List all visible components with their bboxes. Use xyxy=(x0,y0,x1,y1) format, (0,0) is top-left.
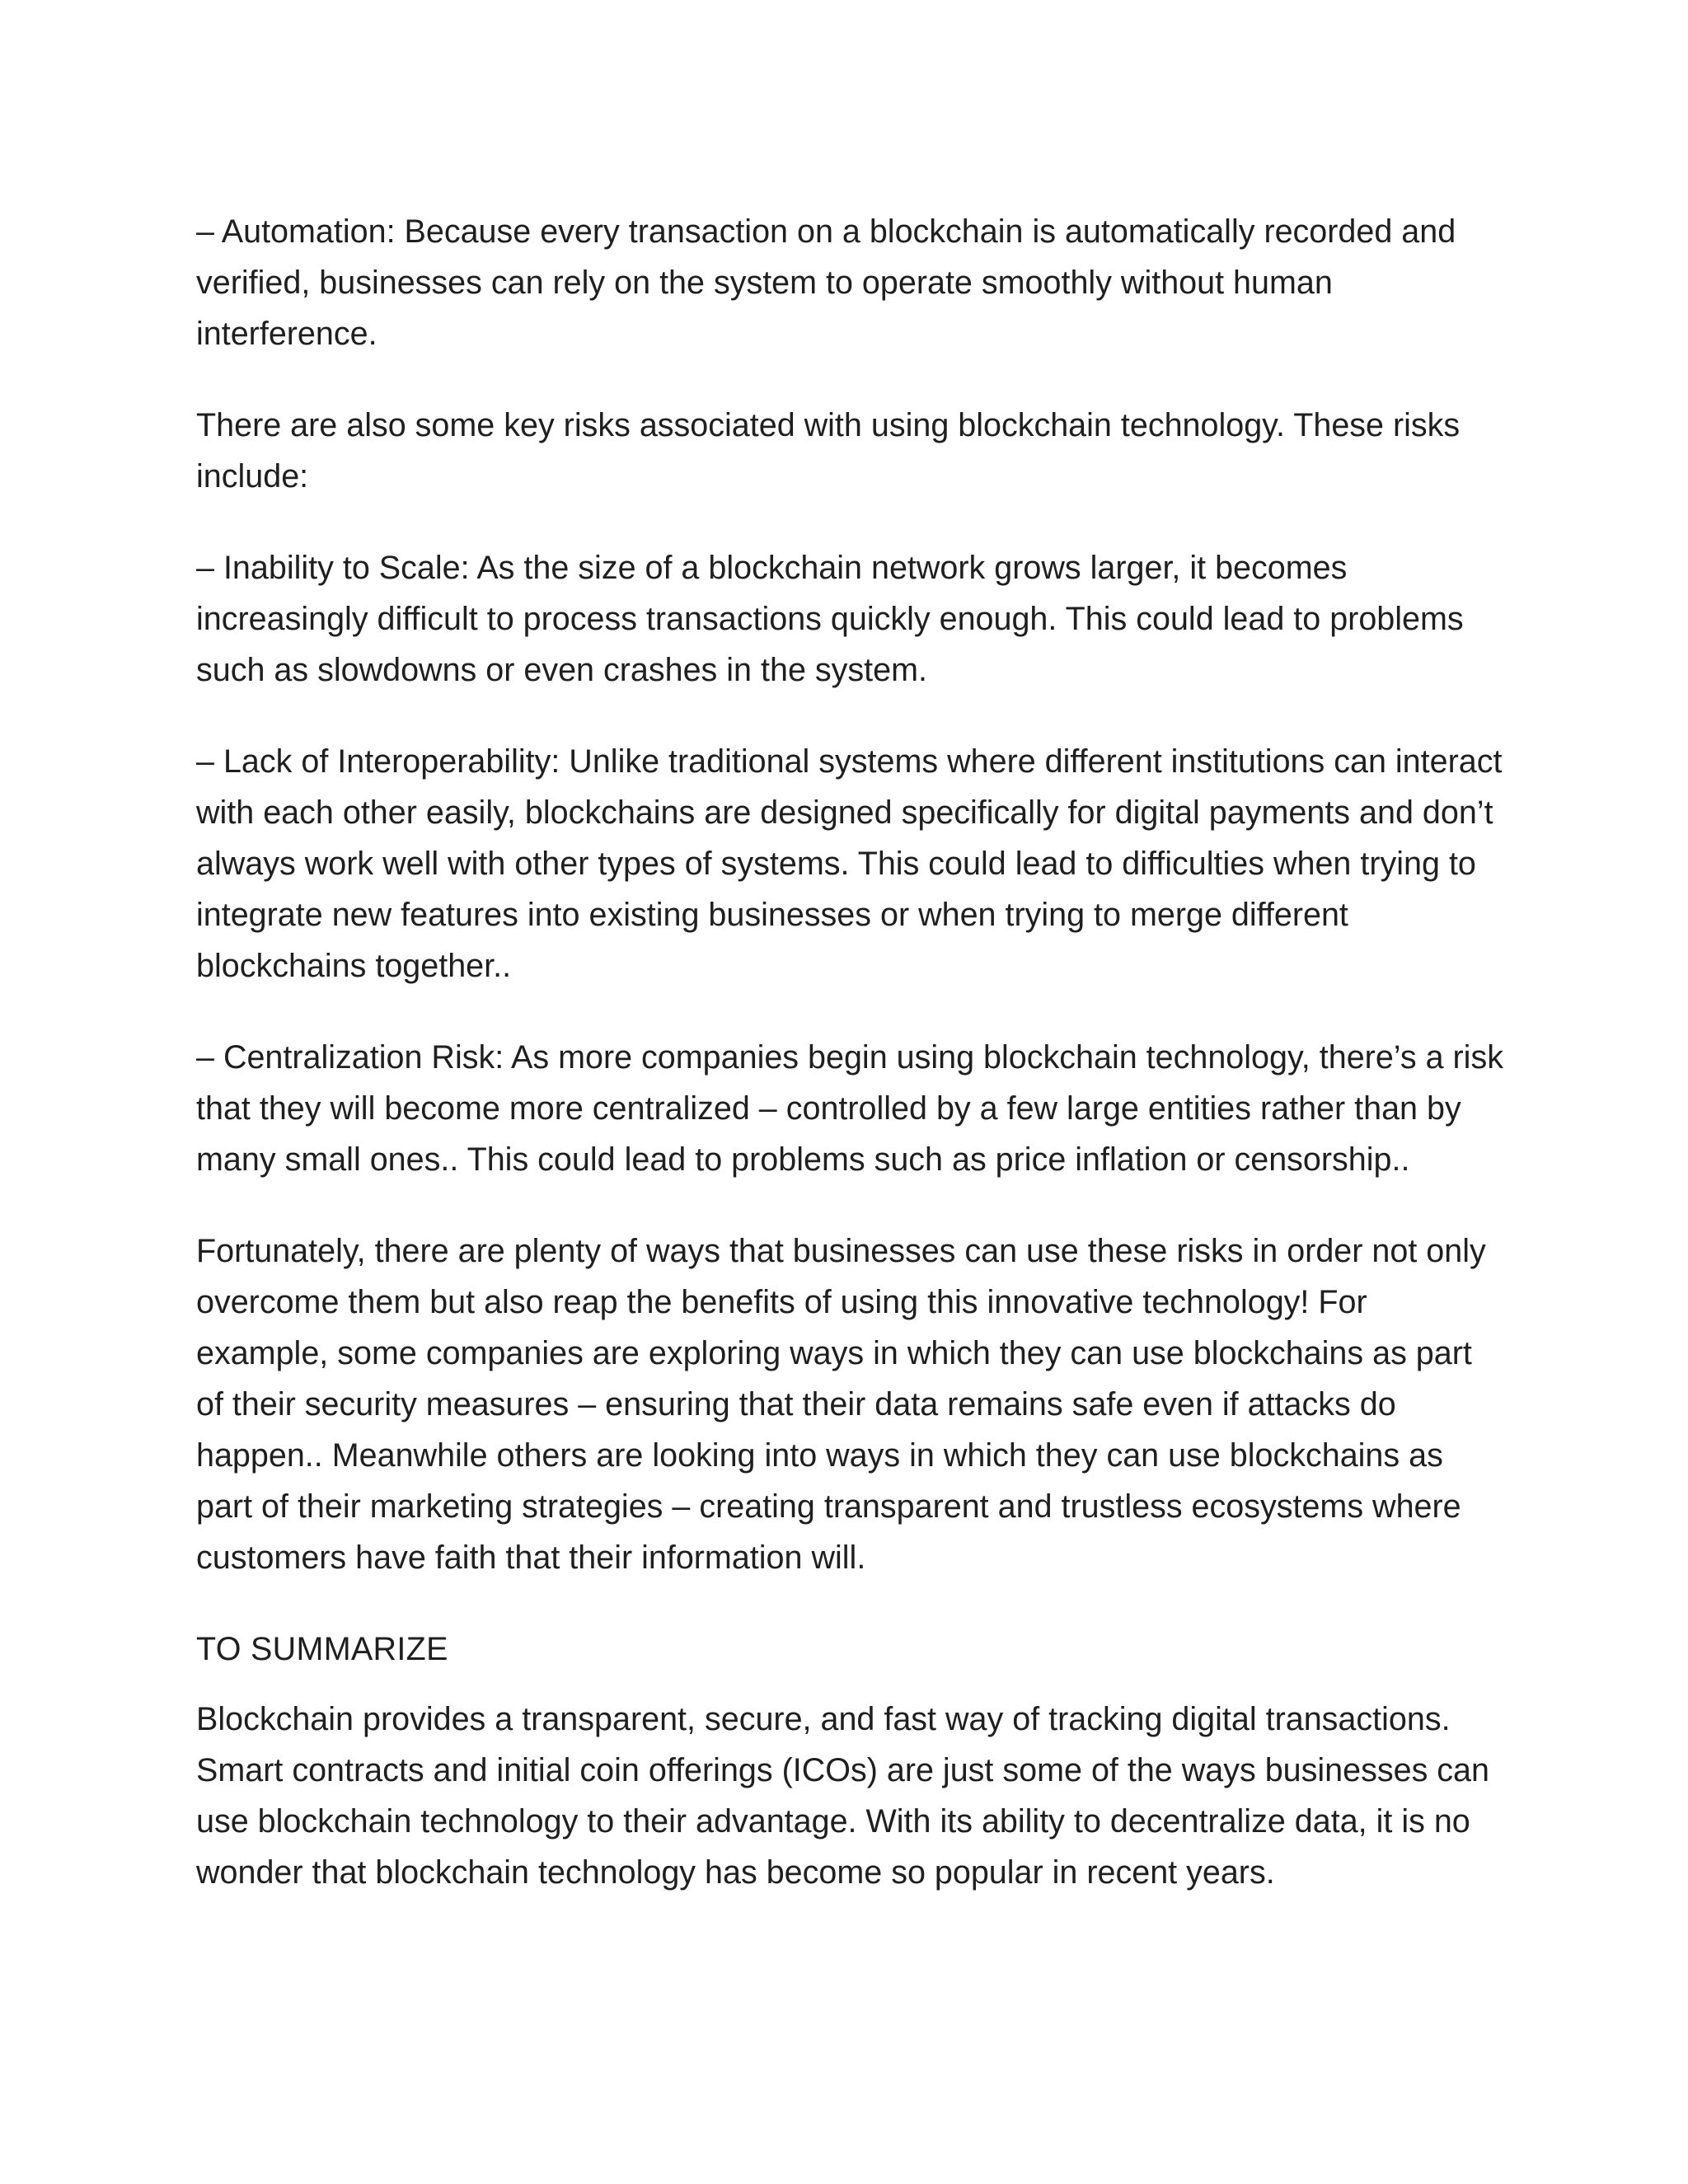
paragraph-risks-intro: There are also some key risks associated with using blockchain technology. These risks include: xyxy=(196,407,1461,494)
summary-heading: TO SUMMARIZE xyxy=(196,1631,448,1667)
document-body xyxy=(196,206,1507,1898)
paragraph-fortunately: Fortunately, there are plenty of ways that businesses can use these risks in order not only overcome them but also reap the benefits of using this innovative technology! For example, some companies are exploring ways in which they can use blockchains as part of their security measures – ensuring that their data remains safe even if attacks do happen.. Meanwhile others are looking into ways in which they can use blockchains as part of their marketing strategies – creating transparent and trustless ecosystems where customers have faith that their information will. xyxy=(196,1233,1486,1576)
paragraph-centralization-risk: – Centralization Risk: As more companies begin using blockchain technology, there’s a risk that they will become more centralized – controlled by a few large entities rather than by many small ones.. This could lead to problems such as price inflation or censorship.. xyxy=(196,1039,1503,1178)
paragraph-automation: – Automation: Because every transaction on a blockchain is automatically recorded and verified, businesses can rely on the system to operate smoothly without human interference. xyxy=(196,213,1456,352)
paragraph-inability-to-scale: – Inability to Scale: As the size of a blockchain network grows larger, it becomes increasingly difficult to process transactions quickly enough. This could lead to problems such as slowdowns or even crashes in the system. xyxy=(196,550,1464,688)
summary-paragraph: Blockchain provides a transparent, secure, and fast way of tracking digital transactions. Smart contracts and initial coin offerings (ICOs) are just some of the ways businesses can use blockchain technology to their advantage. With its ability to decentralize data, it is no wonder that blockchain technology has become so popular in recent years. xyxy=(196,1701,1489,1891)
paragraph-lack-of-interoperability: – Lack of Interoperability: Unlike traditional systems where different institutions can interact with each other easily, blockchains are designed specifically for digital payments and don’t always work well with other types of systems. This could lead to difficulties when trying to integrate new features into existing businesses or when trying to merge different blockchains together.. xyxy=(196,743,1503,984)
